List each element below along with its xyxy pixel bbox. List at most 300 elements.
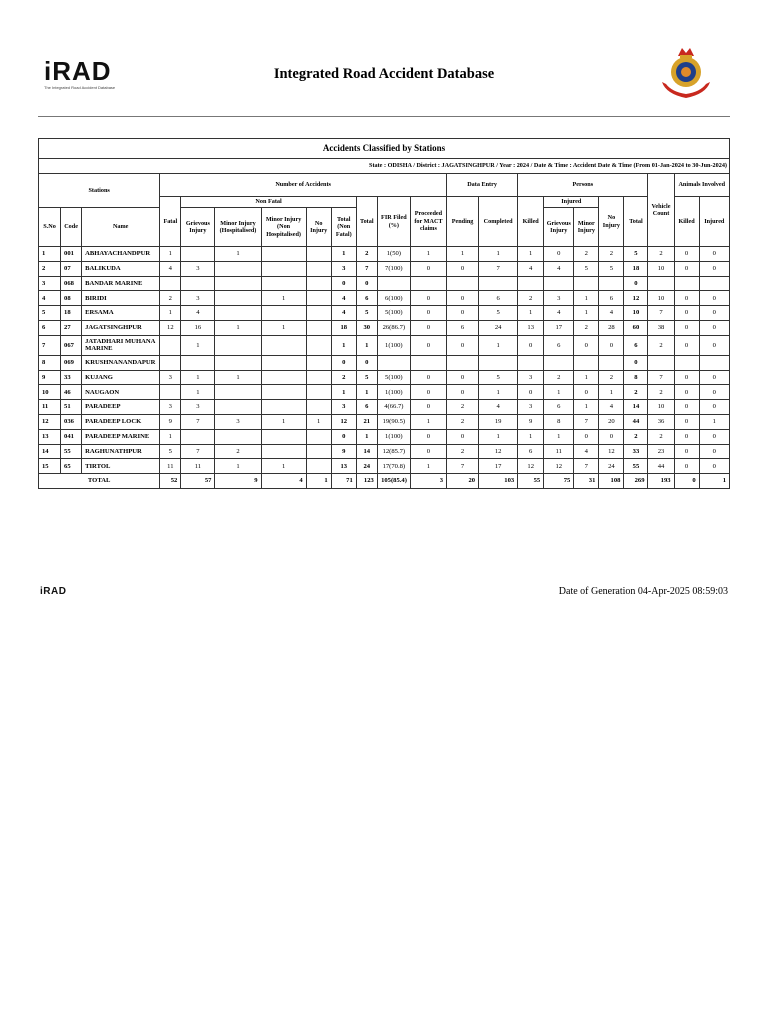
- cell-p-grievous: 1: [544, 429, 574, 444]
- cell-pending: 0: [446, 385, 478, 400]
- cell-pending: [446, 355, 478, 370]
- cell-name: KRUSHNANANDAPUR: [82, 355, 160, 370]
- header-grievous-injury: Grievous Injury: [181, 208, 215, 247]
- cell-completed: 4: [479, 400, 518, 415]
- cell-p-minor: [574, 355, 599, 370]
- header-animals-involved: Animals Involved: [674, 174, 729, 197]
- header-fatal: Fatal: [160, 197, 181, 247]
- total-p-total: 269: [624, 474, 648, 489]
- cell-p-total: 10: [624, 306, 648, 321]
- cell-p-no-injury: 0: [599, 335, 624, 355]
- cell-killed: 0: [518, 385, 544, 400]
- cell-sno: 3: [39, 276, 61, 291]
- cell-minor-nh: 1: [261, 414, 306, 429]
- cell-grievous: 7: [181, 414, 215, 429]
- total-minor-nh: 4: [261, 474, 306, 489]
- cell-vehicle: 10: [648, 400, 674, 415]
- cell-no-injury: 1: [306, 414, 331, 429]
- table-row: [39, 400, 730, 415]
- cell-a-killed: 0: [674, 385, 699, 400]
- total-label: TOTAL: [39, 474, 160, 489]
- cell-total: 7: [356, 261, 377, 276]
- cell-grievous: 3: [181, 261, 215, 276]
- cell-code: 001: [61, 247, 82, 262]
- cell-vehicle: 36: [648, 414, 674, 429]
- cell-minor-h: [215, 385, 261, 400]
- cell-p-no-injury: 1: [599, 385, 624, 400]
- cell-a-injured: 0: [699, 459, 729, 474]
- cell-killed: 12: [518, 459, 544, 474]
- cell-pending: 0: [446, 429, 478, 444]
- cell-vehicle: 7: [648, 306, 674, 321]
- report-title: Accidents Classified by Stations: [39, 139, 730, 159]
- cell-fir: [377, 276, 410, 291]
- table-row: [39, 355, 730, 370]
- cell-code: 65: [61, 459, 82, 474]
- cell-p-total: 0: [624, 355, 648, 370]
- cell-a-injured: 0: [699, 291, 729, 306]
- cell-vehicle: 23: [648, 444, 674, 459]
- cell-p-total: 44: [624, 414, 648, 429]
- cell-killed: 13: [518, 320, 544, 335]
- header-completed: Completed: [479, 197, 518, 247]
- cell-sno: 9: [39, 370, 61, 385]
- header-pending: Pending: [446, 197, 478, 247]
- cell-p-grievous: 0: [544, 247, 574, 262]
- cell-pending: 0: [446, 370, 478, 385]
- cell-fatal: 4: [160, 261, 181, 276]
- cell-total-nf: 0: [331, 276, 356, 291]
- cell-p-grievous: 11: [544, 444, 574, 459]
- cell-pending: 0: [446, 335, 478, 355]
- cell-p-grievous: 12: [544, 459, 574, 474]
- cell-mact: 0: [410, 400, 446, 415]
- cell-completed: 1: [479, 335, 518, 355]
- cell-a-killed: [674, 355, 699, 370]
- header-injured: Injured: [544, 197, 599, 208]
- cell-grievous: 11: [181, 459, 215, 474]
- cell-a-killed: 0: [674, 247, 699, 262]
- table-row: [39, 261, 730, 276]
- cell-completed: 7: [479, 261, 518, 276]
- cell-fir: 5(100): [377, 306, 410, 321]
- cell-p-minor: 7: [574, 459, 599, 474]
- cell-minor-h: 1: [215, 370, 261, 385]
- cell-pending: 7: [446, 459, 478, 474]
- cell-minor-h: 2: [215, 444, 261, 459]
- cell-a-injured: 0: [699, 247, 729, 262]
- cell-total-nf: 1: [331, 247, 356, 262]
- total-p-grievous: 75: [544, 474, 574, 489]
- cell-minor-h: [215, 355, 261, 370]
- cell-a-injured: 0: [699, 320, 729, 335]
- cell-a-injured: [699, 276, 729, 291]
- cell-total-nf: 18: [331, 320, 356, 335]
- header-code: Code: [61, 208, 82, 247]
- cell-a-injured: 0: [699, 261, 729, 276]
- cell-total-nf: 4: [331, 291, 356, 306]
- header-persons-total: Total: [624, 197, 648, 247]
- cell-mact: 0: [410, 291, 446, 306]
- cell-code: 069: [61, 355, 82, 370]
- cell-p-total: 8: [624, 370, 648, 385]
- cell-grievous: 16: [181, 320, 215, 335]
- cell-vehicle: 7: [648, 370, 674, 385]
- cell-fatal: 1: [160, 429, 181, 444]
- cell-a-killed: 0: [674, 306, 699, 321]
- cell-no-injury: [306, 276, 331, 291]
- cell-fir: 4(66.7): [377, 400, 410, 415]
- cell-completed: [479, 276, 518, 291]
- header-total: Total: [356, 197, 377, 247]
- cell-grievous: 1: [181, 385, 215, 400]
- cell-fatal: 1: [160, 306, 181, 321]
- cell-total-nf: 0: [331, 355, 356, 370]
- cell-name: NAUGAON: [82, 385, 160, 400]
- cell-pending: 0: [446, 261, 478, 276]
- cell-minor-nh: [261, 261, 306, 276]
- cell-p-no-injury: 0: [599, 429, 624, 444]
- cell-name: RAGHUNATHPUR: [82, 444, 160, 459]
- cell-completed: 1: [479, 385, 518, 400]
- cell-pending: 0: [446, 291, 478, 306]
- cell-fir: 5(100): [377, 370, 410, 385]
- cell-mact: 1: [410, 247, 446, 262]
- cell-vehicle: 10: [648, 261, 674, 276]
- cell-minor-nh: [261, 355, 306, 370]
- cell-no-injury: [306, 444, 331, 459]
- cell-p-total: 60: [624, 320, 648, 335]
- cell-p-no-injury: 2: [599, 370, 624, 385]
- cell-minor-nh: [261, 370, 306, 385]
- cell-p-no-injury: 6: [599, 291, 624, 306]
- cell-killed: 4: [518, 261, 544, 276]
- cell-code: 08: [61, 291, 82, 306]
- cell-a-injured: 0: [699, 306, 729, 321]
- table-row: [39, 276, 730, 291]
- cell-a-killed: 0: [674, 320, 699, 335]
- cell-code: 46: [61, 385, 82, 400]
- cell-p-minor: 1: [574, 370, 599, 385]
- cell-no-injury: [306, 320, 331, 335]
- cell-code: 55: [61, 444, 82, 459]
- cell-total-nf: 12: [331, 414, 356, 429]
- cell-sno: 5: [39, 306, 61, 321]
- cell-p-total: 18: [624, 261, 648, 276]
- cell-sno: 2: [39, 261, 61, 276]
- cell-a-killed: 0: [674, 429, 699, 444]
- cell-p-grievous: 3: [544, 291, 574, 306]
- page-header: [38, 44, 730, 114]
- cell-minor-nh: 1: [261, 320, 306, 335]
- cell-name: JATADHARI MUHANA MARINE: [82, 335, 160, 355]
- cell-name: ERSAMA: [82, 306, 160, 321]
- cell-killed: 1: [518, 429, 544, 444]
- header-data-entry: Data Entry: [446, 174, 517, 197]
- cell-a-killed: 0: [674, 414, 699, 429]
- generation-label: Date of Generation: [558, 586, 636, 597]
- total-row: [39, 474, 730, 489]
- cell-mact: 0: [410, 429, 446, 444]
- cell-code: 51: [61, 400, 82, 415]
- cell-grievous: 1: [181, 370, 215, 385]
- cell-sno: 10: [39, 385, 61, 400]
- accidents-by-station-table: [38, 138, 730, 489]
- cell-p-grievous: 4: [544, 306, 574, 321]
- table-row: [39, 306, 730, 321]
- cell-vehicle: 2: [648, 247, 674, 262]
- cell-p-minor: 1: [574, 306, 599, 321]
- cell-no-injury: [306, 335, 331, 355]
- cell-code: 33: [61, 370, 82, 385]
- total-a-killed: 0: [674, 474, 699, 489]
- cell-completed: 24: [479, 320, 518, 335]
- cell-sno: 13: [39, 429, 61, 444]
- cell-a-injured: 0: [699, 335, 729, 355]
- cell-code: 18: [61, 306, 82, 321]
- header-name: Name: [82, 208, 160, 247]
- table-row: [39, 320, 730, 335]
- cell-vehicle: [648, 355, 674, 370]
- cell-p-total: 2: [624, 429, 648, 444]
- cell-grievous: 7: [181, 444, 215, 459]
- header-non-fatal: Non Fatal: [181, 197, 356, 208]
- header-persons-grievous: Grievous Injury: [544, 208, 574, 247]
- cell-fatal: [160, 385, 181, 400]
- header-killed: Killed: [518, 197, 544, 247]
- cell-p-no-injury: 2: [599, 247, 624, 262]
- header-animals-injured: Injured: [699, 197, 729, 247]
- cell-p-grievous: 1: [544, 385, 574, 400]
- cell-no-injury: [306, 370, 331, 385]
- cell-grievous: 3: [181, 400, 215, 415]
- cell-total: 1: [356, 429, 377, 444]
- cell-fir: 26(86.7): [377, 320, 410, 335]
- cell-total-nf: 9: [331, 444, 356, 459]
- cell-minor-nh: [261, 335, 306, 355]
- cell-fir: 1(100): [377, 429, 410, 444]
- cell-name: TIRTOL: [82, 459, 160, 474]
- cell-mact: 0: [410, 385, 446, 400]
- cell-total-nf: 3: [331, 261, 356, 276]
- cell-total: 1: [356, 385, 377, 400]
- generation-date: [559, 586, 728, 597]
- cell-name: KUJANG: [82, 370, 160, 385]
- cell-fir: 1(100): [377, 385, 410, 400]
- cell-no-injury: [306, 306, 331, 321]
- cell-fir: 17(70.8): [377, 459, 410, 474]
- cell-mact: 1: [410, 459, 446, 474]
- total-grievous: 57: [181, 474, 215, 489]
- cell-fatal: [160, 335, 181, 355]
- cell-mact: 0: [410, 370, 446, 385]
- cell-total: 0: [356, 276, 377, 291]
- cell-p-minor: 2: [574, 247, 599, 262]
- cell-pending: [446, 276, 478, 291]
- cell-a-injured: 0: [699, 370, 729, 385]
- cell-no-injury: [306, 247, 331, 262]
- cell-no-injury: [306, 400, 331, 415]
- table-row: [39, 370, 730, 385]
- cell-completed: 1: [479, 247, 518, 262]
- cell-p-no-injury: 5: [599, 261, 624, 276]
- cell-sno: 7: [39, 335, 61, 355]
- cell-mact: [410, 276, 446, 291]
- cell-vehicle: [648, 276, 674, 291]
- cell-a-injured: 0: [699, 429, 729, 444]
- cell-p-total: 14: [624, 400, 648, 415]
- cell-mact: 1: [410, 414, 446, 429]
- cell-fatal: 12: [160, 320, 181, 335]
- cell-mact: 0: [410, 444, 446, 459]
- cell-sno: 8: [39, 355, 61, 370]
- cell-p-grievous: 17: [544, 320, 574, 335]
- cell-no-injury: [306, 355, 331, 370]
- cell-total: 0: [356, 355, 377, 370]
- table-row: [39, 429, 730, 444]
- cell-name: BIRIDI: [82, 291, 160, 306]
- cell-p-total: 33: [624, 444, 648, 459]
- cell-mact: [410, 355, 446, 370]
- cell-a-killed: 0: [674, 261, 699, 276]
- cell-code: 041: [61, 429, 82, 444]
- header-proceeded-mact: Proceeded for MACT claims: [410, 197, 446, 247]
- cell-p-no-injury: 12: [599, 444, 624, 459]
- cell-p-minor: 1: [574, 400, 599, 415]
- cell-no-injury: [306, 291, 331, 306]
- cell-minor-h: 1: [215, 459, 261, 474]
- header-fir-filed: FIR Filed (%): [377, 197, 410, 247]
- cell-killed: 0: [518, 335, 544, 355]
- cell-total: 1: [356, 335, 377, 355]
- cell-total-nf: 1: [331, 335, 356, 355]
- cell-p-total: 6: [624, 335, 648, 355]
- cell-pending: 6: [446, 320, 478, 335]
- cell-total: 21: [356, 414, 377, 429]
- cell-completed: 17: [479, 459, 518, 474]
- cell-a-killed: 0: [674, 291, 699, 306]
- cell-grievous: [181, 247, 215, 262]
- header-persons: Persons: [518, 174, 648, 197]
- cell-vehicle: 10: [648, 291, 674, 306]
- cell-minor-nh: [261, 306, 306, 321]
- cell-name: BANDAR MARINE: [82, 276, 160, 291]
- cell-vehicle: 44: [648, 459, 674, 474]
- cell-p-no-injury: 24: [599, 459, 624, 474]
- cell-killed: [518, 276, 544, 291]
- total-fir: 105(85.4): [377, 474, 410, 489]
- cell-total-nf: 4: [331, 306, 356, 321]
- cell-mact: 0: [410, 320, 446, 335]
- cell-total-nf: 13: [331, 459, 356, 474]
- header-vehicle-count: Vehicle Count: [648, 174, 674, 247]
- irad-logo-tagline: The Integrated Road Accident Database: [44, 85, 116, 90]
- cell-sno: 14: [39, 444, 61, 459]
- cell-completed: 6: [479, 291, 518, 306]
- cell-mact: 0: [410, 306, 446, 321]
- cell-grievous: 1: [181, 335, 215, 355]
- cell-p-no-injury: [599, 276, 624, 291]
- cell-killed: 9: [518, 414, 544, 429]
- cell-vehicle: 2: [648, 335, 674, 355]
- cell-name: PARADEEP MARINE: [82, 429, 160, 444]
- cell-p-grievous: 6: [544, 335, 574, 355]
- cell-minor-nh: [261, 444, 306, 459]
- table-row: [39, 444, 730, 459]
- cell-killed: 6: [518, 444, 544, 459]
- cell-p-no-injury: 4: [599, 400, 624, 415]
- cell-minor-h: [215, 306, 261, 321]
- cell-a-killed: 0: [674, 459, 699, 474]
- cell-minor-h: 1: [215, 247, 261, 262]
- cell-killed: 3: [518, 400, 544, 415]
- cell-mact: 0: [410, 261, 446, 276]
- cell-pending: 2: [446, 414, 478, 429]
- total-mact: 3: [410, 474, 446, 489]
- cell-minor-h: [215, 276, 261, 291]
- cell-a-killed: 0: [674, 335, 699, 355]
- cell-total: 5: [356, 370, 377, 385]
- total-pending: 20: [446, 474, 478, 489]
- footer-irad-logo: iRAD: [40, 586, 67, 597]
- header-no-injury: No Injury: [306, 208, 331, 247]
- cell-total: 5: [356, 306, 377, 321]
- table-row: [39, 459, 730, 474]
- cell-p-grievous: 4: [544, 261, 574, 276]
- cell-grievous: [181, 276, 215, 291]
- total-fatal: 52: [160, 474, 181, 489]
- cell-vehicle: 38: [648, 320, 674, 335]
- cell-total-nf: 0: [331, 429, 356, 444]
- total-no-injury: 1: [306, 474, 331, 489]
- cell-fir: 1(50): [377, 247, 410, 262]
- cell-total: 6: [356, 291, 377, 306]
- cell-p-minor: 4: [574, 444, 599, 459]
- total-vehicle: 193: [648, 474, 674, 489]
- cell-sno: 11: [39, 400, 61, 415]
- cell-minor-h: [215, 291, 261, 306]
- cell-p-minor: 7: [574, 414, 599, 429]
- header-minor-injury-non-hospitalised: Minor Injury (Non Hospitalised): [261, 208, 306, 247]
- cell-grievous: [181, 429, 215, 444]
- cell-minor-nh: [261, 385, 306, 400]
- table-row: [39, 291, 730, 306]
- total-minor-h: 9: [215, 474, 261, 489]
- header-total-non-fatal: Total (Non Fatal): [331, 208, 356, 247]
- cell-p-minor: [574, 276, 599, 291]
- cell-completed: 19: [479, 414, 518, 429]
- cell-minor-h: [215, 261, 261, 276]
- cell-minor-h: [215, 400, 261, 415]
- cell-fatal: 11: [160, 459, 181, 474]
- total-p-no-injury: 108: [599, 474, 624, 489]
- cell-p-minor: 2: [574, 320, 599, 335]
- cell-total: 30: [356, 320, 377, 335]
- cell-pending: 0: [446, 306, 478, 321]
- cell-total: 24: [356, 459, 377, 474]
- header-minor-injury-hospitalised: Minor Injury (Hospitalised): [215, 208, 261, 247]
- table-row: [39, 335, 730, 355]
- cell-name: PARADEEP LOCK: [82, 414, 160, 429]
- cell-minor-h: [215, 429, 261, 444]
- cell-minor-nh: [261, 429, 306, 444]
- cell-a-killed: 0: [674, 400, 699, 415]
- table-row: [39, 385, 730, 400]
- cell-p-minor: 1: [574, 291, 599, 306]
- cell-total: 14: [356, 444, 377, 459]
- document-title: Integrated Road Accident Database: [273, 66, 495, 82]
- cell-p-no-injury: 28: [599, 320, 624, 335]
